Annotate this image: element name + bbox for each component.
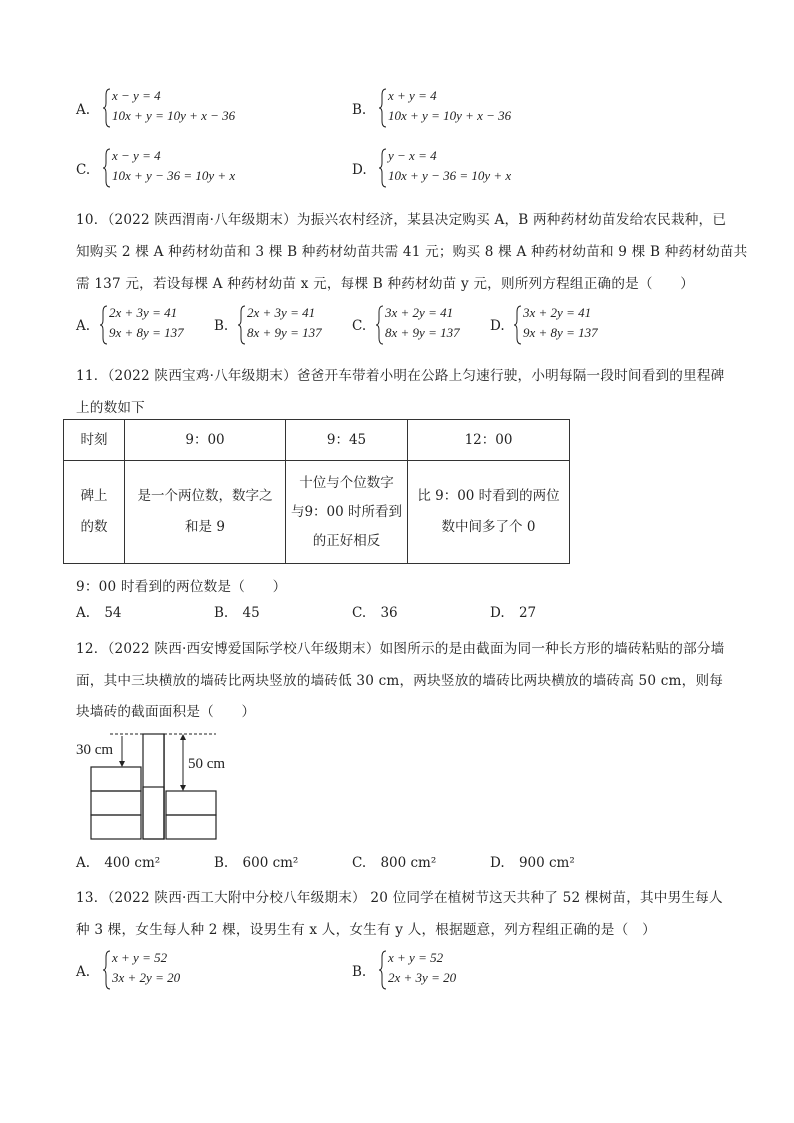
brace-icon — [378, 87, 388, 129]
q12-line-1: 12．（2022 陕西·西安博爱国际学校八年级期末）如图所示的是由截面为同一种长方形的墙砖粘贴的部分墙 — [76, 641, 725, 657]
brace-icon — [513, 304, 523, 346]
table-cell-1200 — [408, 461, 570, 564]
option-value: 45 — [242, 605, 260, 621]
q10-option-b-label: B. — [214, 318, 229, 334]
brace-icon — [375, 304, 385, 346]
table-header-time: 时刻 — [64, 420, 125, 461]
milestone-table — [63, 419, 570, 564]
q11-question: 9：00 时看到的两位数是（ ） — [76, 579, 287, 595]
option-label: C. — [352, 605, 367, 621]
tile-horizontal — [91, 767, 141, 791]
q13-option-b-label: B. — [352, 964, 367, 980]
q13-option-b-eq1: x + y = 52 — [388, 950, 444, 965]
table-row-label-line: 碑上 — [80, 488, 108, 504]
table-cell-line: 数中间多了个 0 — [441, 519, 536, 535]
tile-horizontal — [166, 791, 216, 815]
brace-icon — [102, 949, 112, 991]
option-label: D. — [490, 605, 505, 621]
q9-option-a-label: A. — [76, 102, 91, 118]
table-row-label — [64, 461, 125, 564]
q12-line-2: 面，其中三块横放的墙砖比两块竖放的墙砖低 30 cm，两块竖放的墙砖比两块横放的墙砖高 50 cm，则每 — [76, 673, 724, 689]
q13-option-a-label: A. — [76, 964, 91, 980]
q9-option-d-eq2: 10x + y − 36 = 10y + x — [388, 168, 512, 183]
option-label: A. — [76, 605, 91, 621]
option-value: 900 cm² — [518, 855, 575, 871]
q10-line-3: 需 137 元，若设每棵 A 种药材幼苗 x 元，每棵 B 种药材幼苗 y 元，则所列方程组正确的是（ ） — [76, 276, 695, 292]
option-label: D. — [490, 855, 505, 871]
q11-line-1: 11．（2022 陕西宝鸡·八年级期末）爸爸开车带着小明在公路上匀速行驶，小明每隔一段时间看到的里程碑 — [76, 368, 725, 384]
brace-icon — [237, 304, 247, 346]
tile-vertical — [143, 787, 164, 839]
q10-option-d-label: D. — [490, 318, 505, 334]
table-cell-line: 的正好相反 — [312, 532, 381, 549]
arrowhead-icon — [180, 785, 186, 791]
table-cell-900 — [125, 461, 286, 564]
tile-horizontal — [91, 791, 141, 815]
arrowhead-icon — [119, 761, 125, 767]
q9-option-d-label: D. — [352, 162, 367, 178]
option-value: 54 — [104, 605, 122, 621]
figure-label-50cm: 50 cm — [188, 756, 226, 772]
q12-option-b — [214, 855, 298, 871]
q12-option-a — [76, 855, 160, 871]
table-cell-line: 与9：00 时所看到 — [290, 503, 403, 520]
q11-option-d — [490, 605, 536, 621]
brace-icon — [102, 87, 112, 129]
q10-option-c-eq1: 3x + 2y = 41 — [385, 305, 454, 320]
q9-option-b-label: B. — [352, 102, 367, 118]
q9-option-c-label: C. — [76, 162, 91, 178]
table-cell-line: 十位与个位数字 — [299, 474, 394, 491]
option-label: B. — [214, 605, 229, 621]
option-value: 600 cm² — [242, 855, 299, 871]
table-row-label-line: 的数 — [80, 519, 108, 535]
q9-option-a-eq1: x − y = 4 — [112, 88, 161, 103]
option-value: 800 cm² — [380, 855, 437, 871]
option-label: C. — [352, 855, 367, 871]
brace-icon — [99, 304, 109, 346]
q10-option-d-eq1: 3x + 2y = 41 — [523, 305, 592, 320]
q12-option-d — [490, 855, 575, 871]
q11-option-b — [214, 605, 260, 621]
tile-horizontal — [166, 815, 216, 839]
q11-line-2: 上的数如下 — [76, 400, 145, 416]
q10-option-b-eq2: 8x + 9y = 137 — [247, 325, 322, 340]
option-label: B. — [214, 855, 229, 871]
q10-option-d-eq2: 9x + 8y = 137 — [523, 325, 598, 340]
q12-line-3: 块墙砖的截面面积是（ ） — [76, 704, 256, 720]
q13-line-2: 种 3 棵，女生每人种 2 棵，设男生有 x 人，女生有 y 人，根据题意，列方程组正确的是（ ） — [76, 922, 656, 938]
table-cell-line: 是一个两位数，数字之 — [137, 488, 273, 504]
table-cell-line: 比 9：00 时看到的两位 — [417, 488, 560, 504]
table-cell-945 — [286, 461, 408, 564]
q10-option-a-eq1: 2x + 3y = 41 — [109, 305, 178, 320]
option-value: 27 — [518, 605, 537, 621]
q10-option-a-eq2: 9x + 8y = 137 — [109, 325, 184, 340]
option-label: A. — [76, 855, 91, 871]
table-header-1200: 12：00 — [408, 420, 570, 461]
option-value: 36 — [380, 605, 398, 621]
q9-option-b-eq1: x + y = 4 — [388, 88, 437, 103]
q12-option-c — [352, 855, 436, 871]
brace-icon — [378, 949, 388, 991]
q9-option-c-eq2: 10x + y − 36 = 10y + x — [112, 168, 236, 183]
brace-icon — [102, 147, 112, 189]
q9-option-c-eq1: x − y = 4 — [112, 148, 161, 163]
q9-option-d-eq1: y − x = 4 — [388, 148, 437, 163]
q13-option-a-eq2: 3x + 2y = 20 — [112, 970, 181, 985]
q10-option-a-label: A. — [76, 318, 91, 334]
q13-option-b-eq2: 2x + 3y = 20 — [388, 970, 457, 985]
q13-line-1: 13．（2022 陕西·西工大附中分校八年级期末） 20 位同学在植树节这天共种了 52 棵树苗，其中男生每人 — [76, 890, 723, 906]
tile-horizontal — [91, 815, 141, 839]
q10-line-2: 知购买 2 棵 A 种药材幼苗和 3 棵 B 种药材幼苗共需 41 元；购买 8 棵 A 种药材幼苗和 9 棵 B 种药材幼苗共 — [76, 244, 748, 260]
arrowhead-icon — [180, 734, 186, 740]
q10-option-c-label: C. — [352, 318, 367, 334]
q9-option-b-eq2: 10x + y = 10y + x − 36 — [388, 108, 512, 123]
q10-option-b-eq1: 2x + 3y = 41 — [247, 305, 316, 320]
q9-option-a-eq2: 10x + y = 10y + x − 36 — [112, 108, 236, 123]
q13-option-a-eq1: x + y = 52 — [112, 950, 168, 965]
figure-label-30cm: 30 cm — [76, 742, 114, 758]
brace-icon — [378, 147, 388, 189]
table-cell-line: 和是 9 — [185, 519, 225, 535]
table-header-945: 9：45 — [286, 420, 408, 461]
q10-line-1: 10．（2022 陕西渭南·八年级期末）为振兴农村经济，某县决定购买 A，B 两种药材幼苗发给农民栽种，已 — [76, 212, 727, 228]
q11-option-c — [352, 605, 398, 621]
table-header-900: 9：00 — [125, 420, 286, 461]
q11-option-a — [76, 605, 122, 621]
option-value: 400 cm² — [104, 855, 161, 871]
q10-option-c-eq2: 8x + 9y = 137 — [385, 325, 460, 340]
